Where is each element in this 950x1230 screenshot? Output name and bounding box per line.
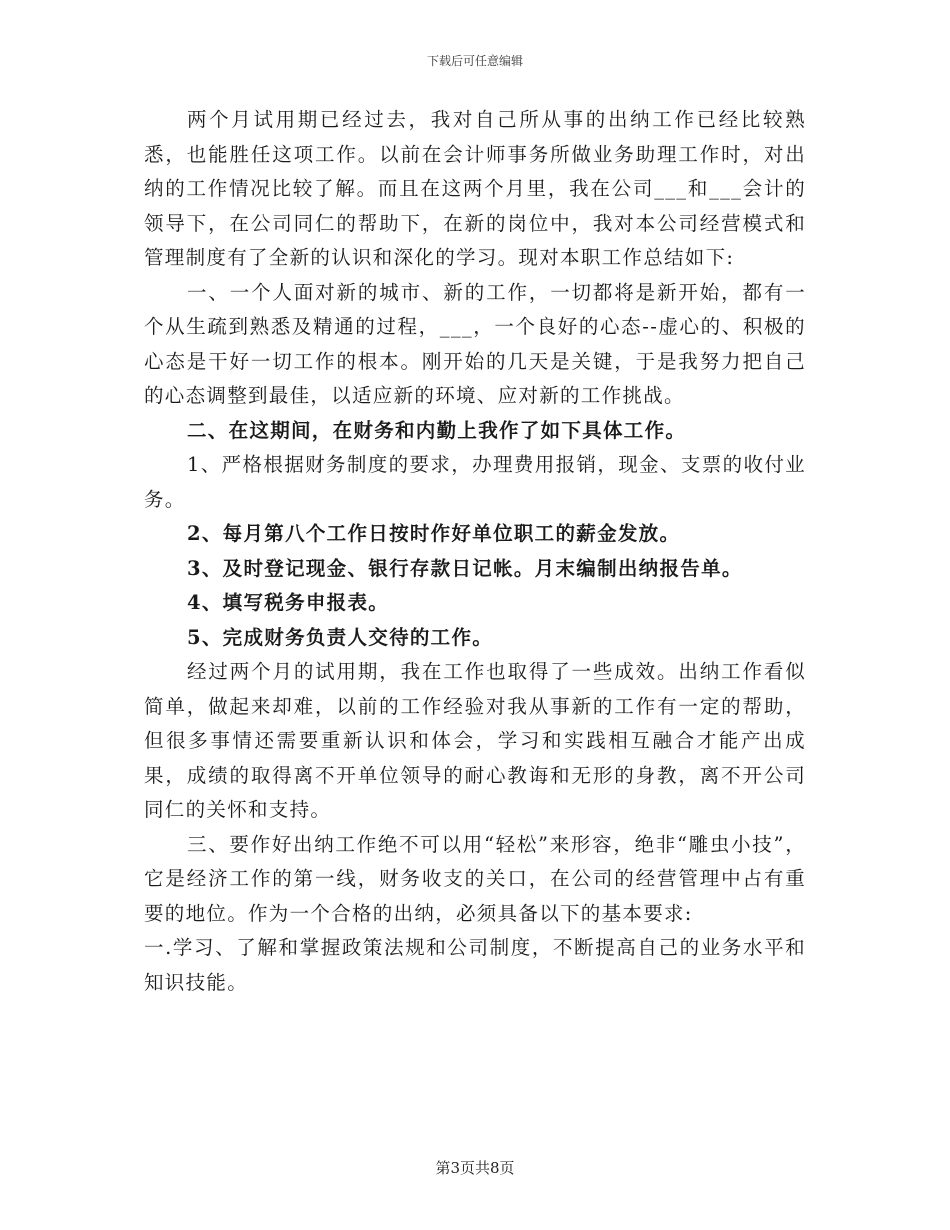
list-item-2: 2、每月第八个工作日按时作好单位职工的薪金发放。	[187, 522, 681, 545]
page-header: 下载后可任意编辑	[426, 54, 523, 68]
list-item-5: 5、完成财务负责人交待的工作。	[187, 625, 494, 649]
page-number: 第3页共8页	[435, 1159, 515, 1177]
paragraph-section-one: 一、一个人面对新的城市、新的工作，一切都将是新开始，都有一个从生疏到熟悉及精通的过程，___，一个良好的心态--虚心的、积极的心态是干好一切工作的根本。刚开始的几天是关键，于是我努力把自己的心态调整到最佳，以适应新的环境、应对新的工作挑战。	[144, 280, 806, 407]
paragraph-intro: 两个月试用期已经过去，我对自己所从事的出纳工作已经比较熟悉，也能胜任这项工作。以前在会计师事务所做业务助理工作时，对出纳的工作情况比较了解。而且在这两个月里，我在公司___和___会计的领导下，在公司同仁的帮助下，在新的岗位中，我对本公司经营模式和管理制度有了全新的认识和深化的学习。现对本职工作总结如下:	[144, 108, 806, 269]
list-item-3: 3、及时登记现金、银行存款日记帐。月末编制出纳报告单。	[187, 556, 743, 580]
heading-section-two: 二、在这期间，在财务和内勤上我作了如下具体工作。	[187, 418, 687, 442]
document-body	[144, 103, 806, 1000]
list-item-1: 1、严格根据财务制度的要求，办理费用报销，现金、支票的收付业务。	[144, 453, 806, 511]
paragraph-requirement-one: 一.学习、了解和掌握政策法规和公司制度，不断提高自己的业务水平和知识技能。	[144, 936, 806, 994]
paragraph-section-three: 三、要作好出纳工作绝不可以用“轻松”来形容，绝非“雕虫小技”，它是经济工作的第一线，财务收支的关口，在公司的经营管理中占有重要的地位。作为一个合格的出纳，必须具备以下的基本要求:	[144, 832, 806, 925]
paragraph-results: 经过两个月的试用期，我在工作也取得了一些成效。出纳工作看似简单，做起来却难，以前的工作经验对我从事新的工作有一定的帮助，但很多事情还需要重新认识和体会，学习和实践相互融合才能产出成果，成绩的取得离不开单位领导的耐心教诲和无形的身教，离不开公司同仁的关怀和支持。	[144, 660, 806, 821]
list-item-4: 4、填写税务申报表。	[187, 591, 390, 614]
